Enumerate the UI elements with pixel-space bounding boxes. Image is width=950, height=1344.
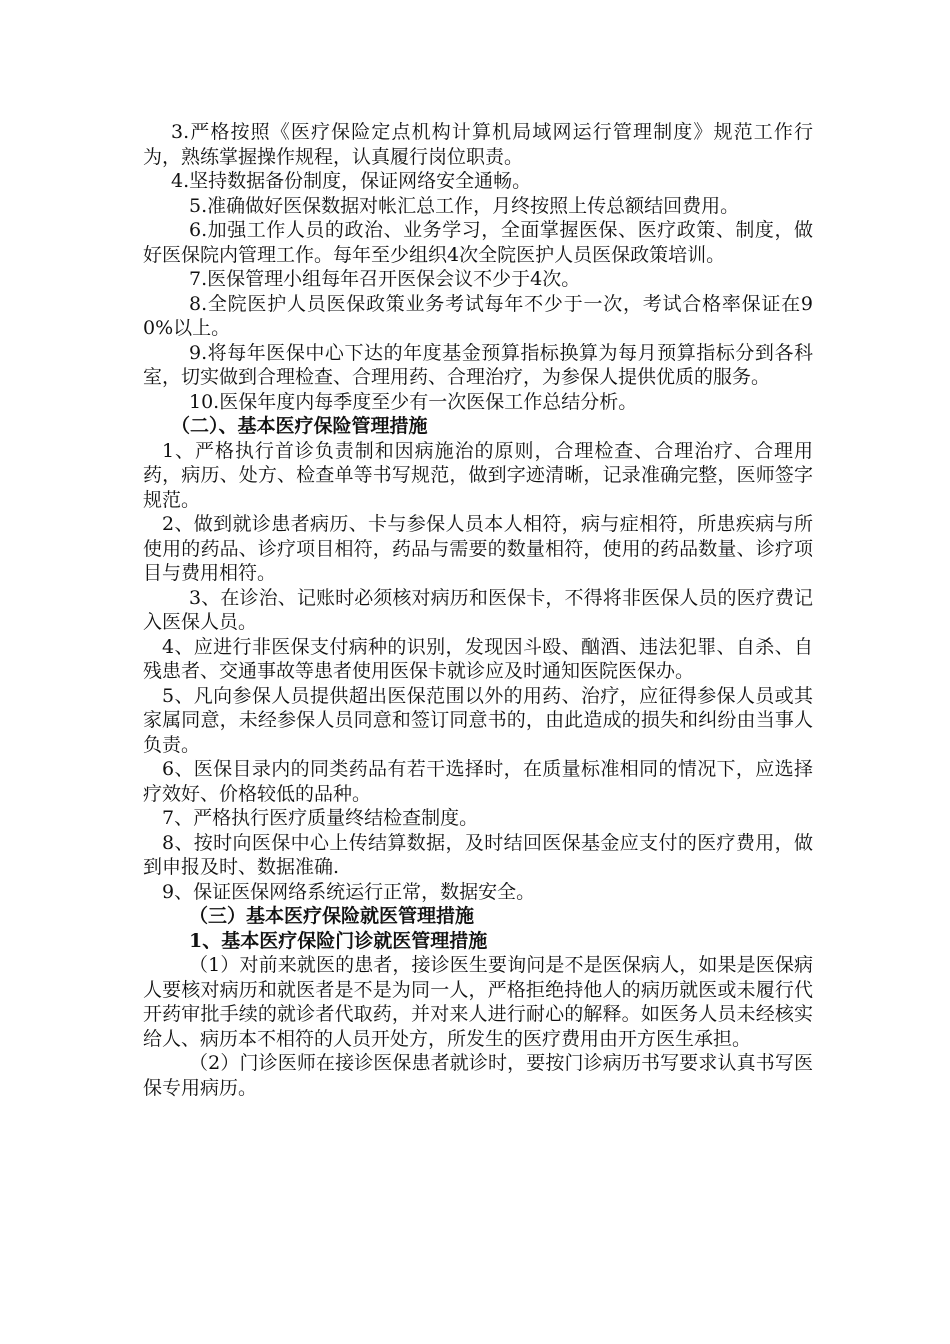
paragraph: 6、医保目录内的同类药品有若干选择时，在质量标准相同的情况下，应选择疗效好、价格较低的品种。: [143, 758, 813, 805]
paragraph: 5.准确做好医保数据对帐汇总工作，月终按照上传总额结回费用。: [189, 194, 740, 217]
paragraph: 7、严格执行医疗质量终结检查制度。: [162, 807, 479, 829]
paragraph: 3.严格按照《医疗保险定点机构计算机局域网运行管理制度》规范工作行为，熟练掌握操作规程，认真履行岗位职责。: [143, 121, 813, 168]
paragraph: 4.坚持数据备份制度，保证网络安全通畅。: [171, 170, 532, 192]
paragraph: 6.加强工作人员的政治、业务学习，全面掌握医保、医疗政策、制度，做好医保院内管理工作。每年至少组织4次全院医护人员医保政策培训。: [143, 219, 813, 266]
section-heading: （三）基本医疗保险就医管理措施: [189, 905, 475, 927]
paragraph: 9.将每年医保中心下达的年度基金预算指标换算为每月预算指标分到各科室，切实做到合理检查、合理用药、合理治疗，为参保人提供优质的服务。: [143, 341, 813, 388]
paragraph: 8、按时向医保中心上传结算数据，及时结回医保基金应支付的医疗费用，做到申报及时、数据准确.: [143, 831, 813, 878]
paragraph: 7.医保管理小组每年召开医保会议不少于4次。: [189, 268, 581, 290]
document-body: [143, 120, 813, 1100]
paragraph: 3、在诊治、记账时必须核对病历和医保卡，不得将非医保人员的医疗费记入医保人员。: [143, 586, 813, 633]
paragraph: 8.全院医护人员医保政策业务考试每年不少于一次，考试合格率保证在90%以上。: [143, 292, 813, 339]
paragraph: 1、严格执行首诊负责制和因病施治的原则，合理检查、合理治疗、合理用药，病历、处方、检查单等书写规范，做到字迹清晰，记录准确完整，医师签字规范。: [143, 439, 813, 511]
paragraph: （1）对前来就医的患者，接诊医生要询问是不是医保病人，如果是医保病人要核对病历和就医者是不是为同一人，严格拒绝持他人的病历就医或未履行代开药审批手续的就诊者代取药，并对来人进行耐心的解释。如医务人员未经核实给人、病历本不相符的人员开处方，所发生的医疗费用由开方医生承担。: [143, 954, 813, 1050]
paragraph: 2、做到就诊患者病历、卡与参保人员本人相符，病与症相符，所患疾病与所使用的药品、诊疗项目相符，药品与需要的数量相符，使用的药品数量、诊疗项目与费用相符。: [143, 513, 813, 584]
paragraph: 10.医保年度内每季度至少有一次医保工作总结分析。: [189, 390, 638, 413]
section-heading: （二）、基本医疗保险管理措施: [171, 415, 428, 437]
paragraph: （2）门诊医师在接诊医保患者就诊时，要按门诊病历书写要求认真书写医保专用病历。: [143, 1052, 813, 1099]
subsection-heading: 1、基本医疗保险门诊就医管理措施: [189, 929, 488, 952]
paragraph: 5、凡向参保人员提供超出医保范围以外的用药、治疗，应征得参保人员或其家属同意，未经参保人员同意和签订同意书的，由此造成的损失和纠纷由当事人负责。: [143, 684, 813, 756]
paragraph: 9、保证医保网络系统运行正常，数据安全。: [162, 880, 536, 903]
paragraph: 4、应进行非医保支付病种的识别，发现因斗殴、酗酒、违法犯罪、自杀、自残患者、交通事故等患者使用医保卡就诊应及时通知医院医保办。: [143, 635, 813, 682]
